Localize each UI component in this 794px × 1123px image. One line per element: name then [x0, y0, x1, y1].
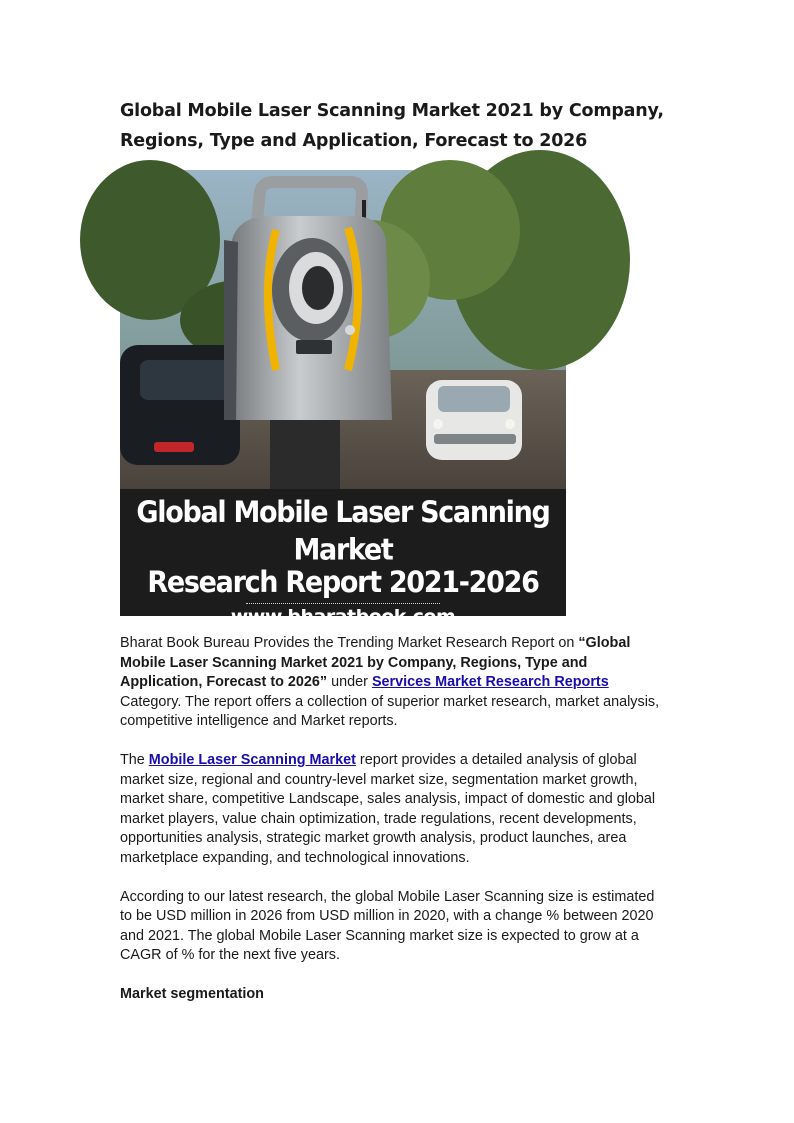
- intro-under: under: [327, 674, 372, 691]
- report-title-bold: “Global Mobile Laser Scanning Market 2021 by Company, Regions, Type and Application, Forecast to 2026”: [120, 635, 631, 691]
- page-title: Global Mobile Laser Scanning Market 2021 by Company, Regions, Type and Application, Forecast to 2026: [120, 101, 664, 151]
- intro-paragraph: [120, 634, 668, 732]
- research-paragraph: According to our latest research, the global Mobile Laser Scanning size is estimated to be USD million in 2026 from USD million in 2020, with a change % between 2020 and 2021. The global Mobile Laser Scanning market size is expected to grow at a CAGR of % for the next five years.: [120, 888, 655, 964]
- banner-title-line1: Global Mobile Laser Scanning Market: [136, 495, 550, 568]
- analysis-paragraph: [120, 751, 668, 869]
- services-reports-link[interactable]: Services Market Research Reports: [371, 674, 609, 691]
- intro-tail: Category. The report offers a collection of superior market research, market analysis, competitive intelligence and Market reports.: [120, 693, 660, 730]
- intro-lead: Bharat Book Bureau Provides the Trending Market Research Report on: [120, 635, 579, 651]
- section-heading: Market segmentation: [120, 985, 264, 1002]
- mobile-laser-market-link[interactable]: Mobile Laser Scanning Market: [148, 751, 356, 768]
- banner-title-line2: Research Report 2021-2026: [147, 565, 539, 600]
- hero-banner: [120, 489, 566, 628]
- hero-image: [120, 170, 566, 628]
- document-page: [120, 96, 668, 1005]
- banner-url: www.bharatbook.com: [230, 606, 456, 628]
- laser-scanner-photo: [120, 170, 566, 489]
- analysis-lead: The: [120, 751, 149, 768]
- analysis-tail: report provides a detailed analysis of global market size, regional and country-level market size, segmentation market growth, market share, competitive Landscape, sales analysis, impact of domestic and global market players, value chain optimization, trade regulations, recent developments, opportunities analysis, strategic market growth analysis, product launches, area marketplace expanding, and technological innovations.: [120, 751, 656, 866]
